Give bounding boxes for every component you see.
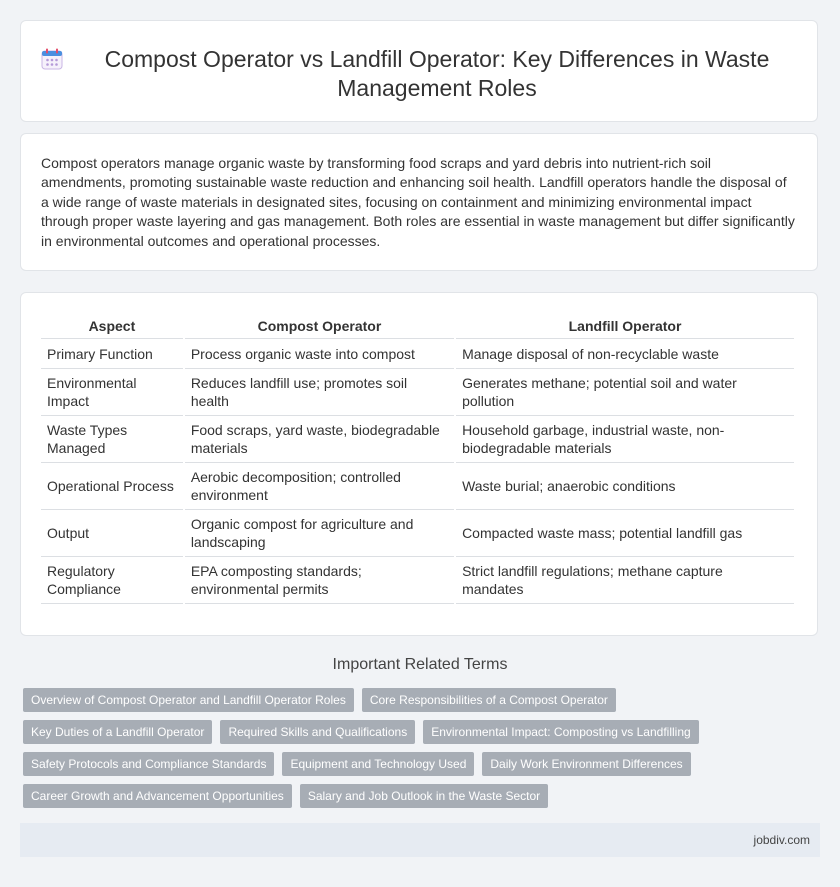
table-cell: Process organic waste into compost — [185, 339, 454, 369]
table-header-row — [41, 313, 794, 339]
footer-site-link[interactable]: jobdiv.com — [753, 833, 810, 847]
table-cell: Aerobic decomposition; controlled environment — [185, 463, 454, 510]
footer — [20, 823, 820, 857]
header-landfill-operator: Landfill Operator — [456, 313, 794, 339]
comparison-table-card — [20, 292, 818, 636]
table-cell: Operational Process — [41, 463, 183, 510]
header-compost-operator: Compost Operator — [185, 313, 454, 339]
table-cell: Output — [41, 510, 183, 557]
table-row — [41, 510, 794, 557]
intro-paragraph: Compost operators manage organic waste by transforming food scraps and yard debris into nutrient-rich soil amendments, promoting sustainable waste reduction and enhancing soil health. Landfill operators handle the disposal of a wide range of waste materials in designated sites, focusing on containment and minimizing environmental impact through proper waste layering and gas management. Both roles are essential in waste management but differ significantly in environmental outcomes and operational processes. — [41, 155, 795, 249]
table-cell: EPA composting standards; environmental permits — [185, 557, 454, 604]
page-title: Compost Operator vs Landfill Operator: Key Differences in Waste Management Roles — [104, 46, 770, 101]
related-term-tag[interactable]: Salary and Job Outlook in the Waste Sector — [300, 784, 548, 808]
table-cell: Food scraps, yard waste, biodegradable materials — [185, 416, 454, 463]
related-terms-tags — [23, 688, 813, 816]
related-term-tag[interactable]: Key Duties of a Landfill Operator — [23, 720, 212, 744]
table-row — [41, 463, 794, 510]
related-term-tag[interactable]: Safety Protocols and Compliance Standards — [23, 752, 274, 776]
related-term-tag[interactable]: Career Growth and Advancement Opportunities — [23, 784, 292, 808]
related-term-tag[interactable]: Daily Work Environment Differences — [482, 752, 690, 776]
table-cell: Primary Function — [41, 339, 183, 369]
table-cell: Compacted waste mass; potential landfill gas — [456, 510, 794, 557]
table-row — [41, 339, 794, 369]
table-cell: Generates methane; potential soil and water pollution — [456, 369, 794, 416]
table-cell: Manage disposal of non-recyclable waste — [456, 339, 794, 369]
calendar-icon — [39, 46, 65, 72]
table-cell: Organic compost for agriculture and landscaping — [185, 510, 454, 557]
table-cell: Strict landfill regulations; methane capture mandates — [456, 557, 794, 604]
table-row — [41, 369, 794, 416]
related-term-tag[interactable]: Overview of Compost Operator and Landfill Operator Roles — [23, 688, 354, 712]
table-cell: Household garbage, industrial waste, non-biodegradable materials — [456, 416, 794, 463]
related-term-tag[interactable]: Core Responsibilities of a Compost Operator — [362, 688, 616, 712]
intro-card — [20, 133, 818, 271]
table-cell: Regulatory Compliance — [41, 557, 183, 604]
table-cell: Waste burial; anaerobic conditions — [456, 463, 794, 510]
table-cell: Waste Types Managed — [41, 416, 183, 463]
header-card — [20, 20, 818, 122]
header-aspect: Aspect — [41, 313, 183, 339]
related-term-tag[interactable]: Environmental Impact: Composting vs Landfilling — [423, 720, 698, 744]
related-terms-title: Important Related Terms — [332, 656, 508, 673]
title-wrap — [39, 19, 799, 123]
table-cell: Environmental Impact — [41, 369, 183, 416]
related-term-tag[interactable]: Equipment and Technology Used — [282, 752, 474, 776]
table-cell: Reduces landfill use; promotes soil health — [185, 369, 454, 416]
table-row — [41, 416, 794, 463]
comparison-table — [39, 313, 796, 604]
table-row — [41, 557, 794, 604]
related-term-tag[interactable]: Required Skills and Qualifications — [220, 720, 415, 744]
